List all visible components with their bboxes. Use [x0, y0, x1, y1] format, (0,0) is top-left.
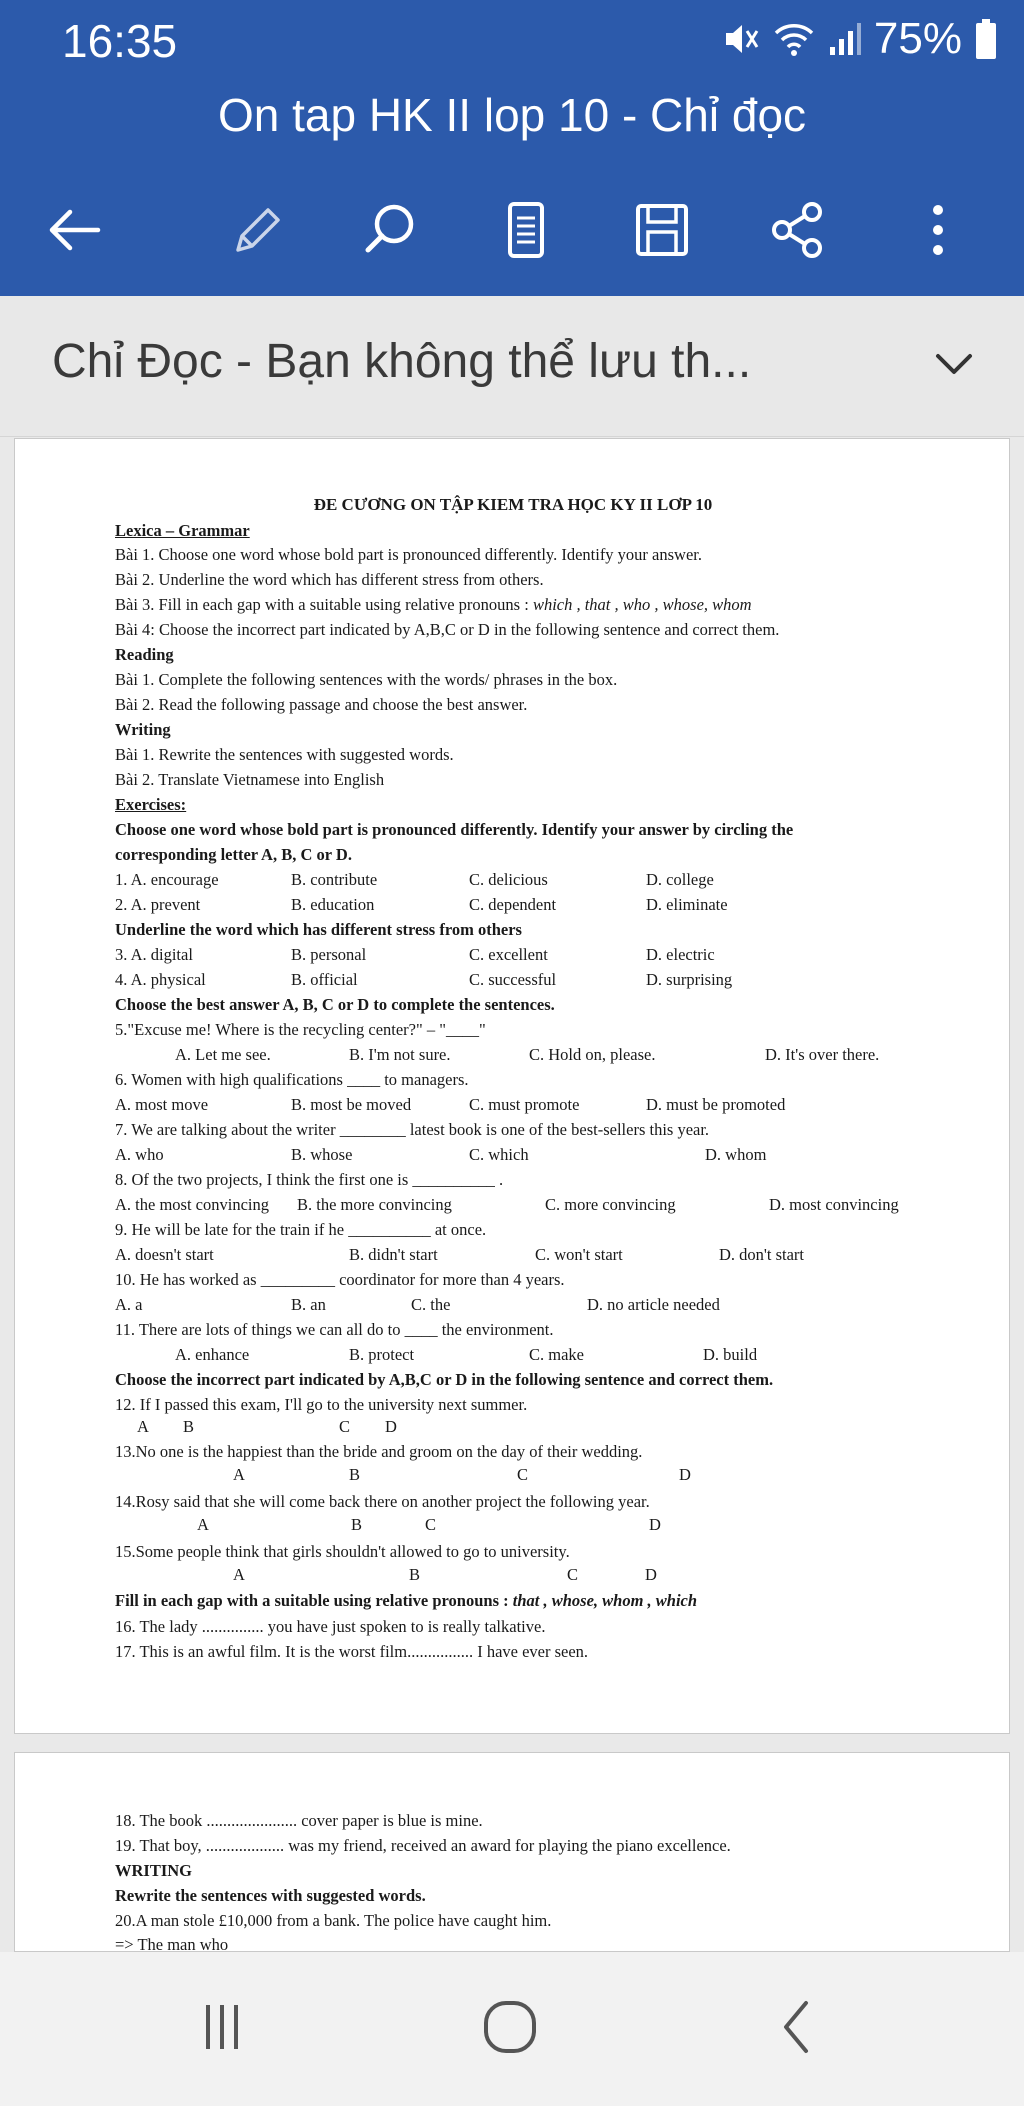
option-b: B. I'm not sure. — [349, 1045, 451, 1064]
option-d: D. whom — [705, 1145, 767, 1164]
option-c: C. dependent — [469, 895, 557, 914]
answer-letter: C — [425, 1515, 437, 1534]
pen-icon[interactable] — [206, 180, 306, 280]
back-icon[interactable] — [748, 1982, 848, 2072]
answer-letter: B — [409, 1565, 421, 1584]
share-icon[interactable] — [748, 180, 848, 280]
option-a: A. most move — [115, 1095, 209, 1114]
text-line: Bài 1. Rewrite the sentences with suggested words. — [115, 745, 454, 764]
save-icon[interactable] — [612, 180, 712, 280]
option-c: C. the — [411, 1295, 451, 1314]
answer-letter: D — [649, 1515, 661, 1534]
question-text: 11. There are lots of things we can all do to ____ the environment. — [115, 1320, 554, 1339]
option-c: C. successful — [469, 970, 557, 989]
recent-apps-icon[interactable] — [172, 1982, 272, 2072]
option-b: B. the more convincing — [297, 1195, 452, 1214]
option-a: A. enhance — [175, 1345, 250, 1364]
option-a: 3. A. digital — [115, 945, 193, 964]
document-page-2 — [14, 1752, 1010, 1952]
question-text: 12. If I passed this exam, I'll go to the university next summer. — [115, 1395, 528, 1414]
answer-letter: D — [679, 1465, 691, 1484]
status-icons — [720, 14, 998, 64]
document-title: On tap HK II lop 10 - Chỉ đọc — [217, 89, 807, 141]
answer-letter: A — [137, 1417, 149, 1436]
navigation-bar — [0, 1952, 1024, 2106]
answer-letter: B — [183, 1417, 195, 1436]
question-heading: Choose one word whose bold part is pronounced differently. Identify your answer by circling the — [115, 820, 794, 839]
question-text: 15.Some people think that girls shouldn't allowed to go to university. — [115, 1542, 570, 1561]
option-d: D. eliminate — [646, 895, 728, 914]
option-d: D. no article needed — [587, 1295, 720, 1314]
text-line: Bài 1. Choose one word whose bold part is pronounced differently. Identify your answer. — [115, 545, 702, 564]
text-line: Bài 4: Choose the incorrect part indicated by A,B,C or D in the following sentence and correct them. — [115, 620, 780, 639]
text-span: Fill in each gap with a suitable using relative pronouns : — [115, 1591, 513, 1610]
option-b: B. official — [291, 970, 358, 989]
toolbar — [0, 180, 1024, 290]
option-b: B. most be moved — [291, 1095, 412, 1114]
option-c: C. won't start — [535, 1245, 623, 1264]
option-a: A. the most convincing — [115, 1195, 269, 1214]
option-d: D. must be promoted — [646, 1095, 786, 1114]
option-a: 4. A. physical — [115, 970, 206, 989]
text-line — [115, 597, 752, 614]
option-c: C. excellent — [469, 945, 548, 964]
chevron-down-icon[interactable] — [924, 340, 984, 390]
option-b: B. education — [291, 895, 375, 914]
question-text: 13.No one is the happiest than the bride and groom on the day of their wedding. — [115, 1442, 643, 1461]
more-icon[interactable] — [888, 180, 988, 280]
reader-mode-icon[interactable] — [476, 180, 576, 280]
question-text: 7. We are talking about the writer ________ latest book is one of the best-sellers this year. — [115, 1120, 710, 1139]
question-text: 6. Women with high qualifications ____ to managers. — [115, 1070, 469, 1089]
question-text: 19. That boy, ................... was my friend, received an award for playing the piano excellence. — [115, 1836, 731, 1855]
option-b: B. contribute — [291, 870, 378, 889]
option-a: A. Let me see. — [175, 1045, 271, 1064]
option-b: B. an — [291, 1295, 326, 1314]
answer-letter: A — [233, 1565, 245, 1584]
question-heading: corresponding letter A, B, C or D. — [115, 845, 352, 864]
option-b: B. personal — [291, 945, 367, 964]
app-bar — [0, 84, 1024, 296]
section-heading: Exercises: — [115, 795, 187, 814]
question-text: 5."Excuse me! Where is the recycling center?" – "____" — [115, 1020, 486, 1039]
answer-letter: D — [645, 1565, 657, 1584]
question-text: 16. The lady ............... you have just spoken to is really talkative. — [115, 1617, 546, 1636]
text-span: which , that , who , whose, whom — [532, 595, 752, 614]
question-heading: Choose the incorrect part indicated by A,B,C or D in the following sentence and correct them. — [115, 1370, 774, 1389]
text-span: Bài 3. Fill in each gap with a suitable using relative pronouns : — [115, 595, 533, 614]
status-bar — [0, 0, 1024, 84]
question-text: 20.A man stole £10,000 from a bank. The police have caught him. — [115, 1911, 552, 1930]
option-c: C. make — [529, 1345, 584, 1364]
answer-letter: D — [385, 1417, 397, 1436]
question-text: 18. The book ...................... cover paper is blue is mine. — [115, 1811, 483, 1830]
battery-percent: 75% — [873, 14, 962, 63]
question-text: 10. He has worked as _________ coordinator for more than 4 years. — [115, 1270, 565, 1289]
question-heading: Rewrite the sentences with suggested words. — [115, 1886, 426, 1905]
text-line: Bài 2. Translate Vietnamese into English — [115, 770, 385, 789]
question-heading — [115, 1593, 697, 1610]
section-heading: WRITING — [115, 1861, 193, 1880]
option-d: D. build — [703, 1345, 758, 1364]
text-line: Bài 2. Underline the word which has different stress from others. — [115, 570, 544, 589]
question-text: 14.Rosy said that she will come back there on another project the following year. — [115, 1492, 650, 1511]
option-c: C. which — [469, 1145, 529, 1164]
option-c: C. delicious — [469, 870, 548, 889]
page-title: ĐE CƯƠNG ON TẬP KIEM TRA HỌC KY II LƠP 10 — [313, 495, 713, 514]
status-time: 16:35 — [62, 15, 178, 67]
option-a: 1. A. encourage — [115, 870, 219, 889]
option-b: B. protect — [349, 1345, 415, 1364]
search-icon[interactable] — [340, 180, 440, 280]
option-c: C. Hold on, please. — [529, 1045, 656, 1064]
read-only-banner[interactable] — [0, 296, 1024, 437]
option-a: A. doesn't start — [115, 1245, 214, 1264]
answer-letter: C — [567, 1565, 579, 1584]
question-text: 8. Of the two projects, I think the first one is __________ . — [115, 1170, 504, 1189]
back-arrow-icon[interactable] — [24, 180, 124, 280]
option-b: B. didn't start — [349, 1245, 438, 1264]
battery-icon — [974, 17, 998, 61]
option-d: D. college — [646, 870, 714, 889]
text-line: Bài 1. Complete the following sentences with the words/ phrases in the box. — [115, 670, 618, 689]
answer-letter: C — [339, 1417, 351, 1436]
option-b: B. whose — [291, 1145, 353, 1164]
text-line: Bài 2. Read the following passage and choose the best answer. — [115, 695, 528, 714]
option-a: A. who — [115, 1145, 164, 1164]
answer-letter: B — [349, 1465, 361, 1484]
answer-letter: B — [351, 1515, 363, 1534]
signal-icon — [828, 19, 862, 59]
home-icon[interactable] — [460, 1982, 560, 2072]
banner-text: Chỉ Đọc - Bạn không thể lưu th... — [52, 335, 752, 388]
option-a: A. a — [115, 1295, 143, 1314]
question-heading: Underline the word which has different stress from others — [115, 920, 522, 939]
section-heading: Lexica – Grammar — [115, 521, 250, 540]
answer-letter: A — [197, 1515, 209, 1534]
question-text: => The man who — [115, 1935, 229, 1952]
section-heading: Reading — [115, 645, 174, 664]
text-span: that , whose, whom , which — [512, 1591, 698, 1610]
question-text: 9. He will be late for the train if he __________ at once. — [115, 1220, 487, 1239]
option-d: D. don't start — [719, 1245, 805, 1264]
section-heading: Writing — [115, 720, 171, 739]
wifi-icon — [772, 19, 816, 59]
option-a: 2. A. prevent — [115, 895, 201, 914]
mute-icon — [720, 19, 760, 59]
option-d: D. electric — [646, 945, 715, 964]
option-c: C. must promote — [469, 1095, 580, 1114]
option-c: C. more convincing — [545, 1195, 676, 1214]
option-d: D. most convincing — [769, 1195, 899, 1214]
answer-letter: A — [233, 1465, 245, 1484]
question-text: 17. This is an awful film. It is the worst film................ I have ever seen. — [115, 1642, 589, 1661]
question-heading: Choose the best answer A, B, C or D to complete the sentences. — [115, 995, 555, 1014]
option-d: D. surprising — [646, 970, 733, 989]
answer-letter: C — [517, 1465, 529, 1484]
document-page-1 — [14, 438, 1010, 1734]
option-d: D. It's over there. — [765, 1045, 880, 1064]
